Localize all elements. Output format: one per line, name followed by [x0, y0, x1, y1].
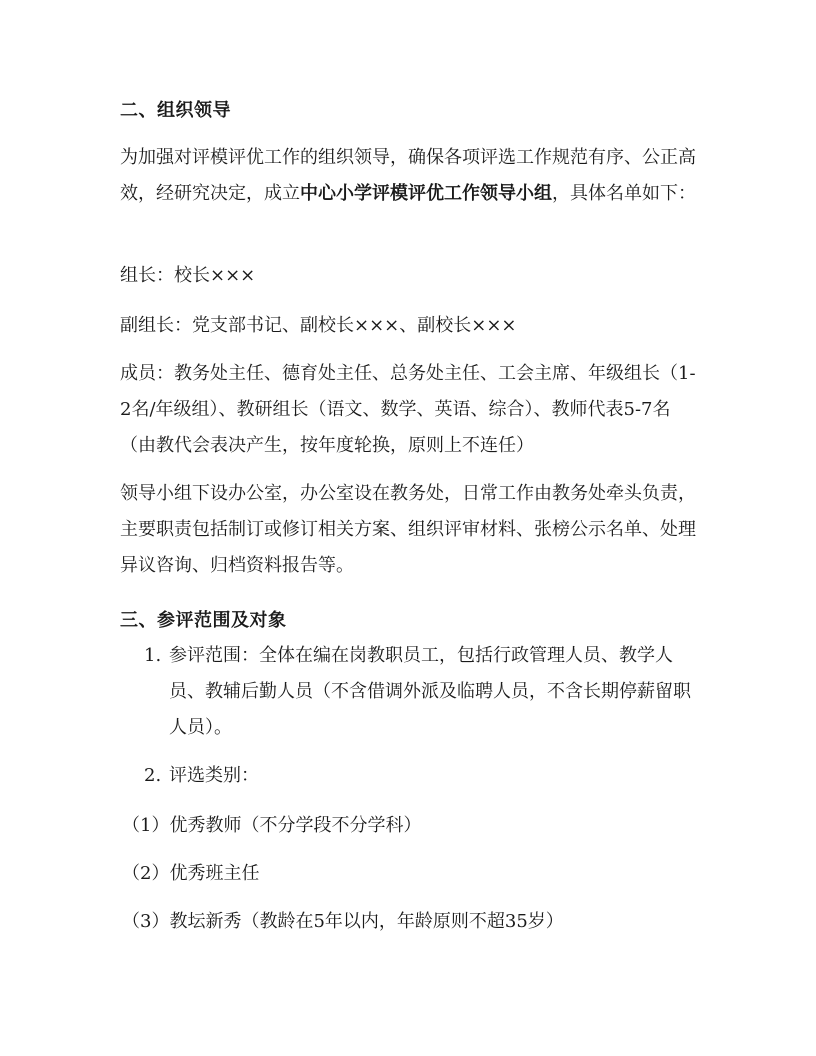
item-number: 2.	[144, 765, 162, 786]
item-number: 1.	[144, 645, 162, 666]
office-paragraph: 领导小组下设办公室，办公室设在教务处，日常工作由教务处牵头负责，主要职责包括制订或修订相关方案、组织评审材料、张榜公示名单、处理异议咨询、归档资料报告等。	[120, 483, 696, 576]
numbered-item-1	[144, 638, 700, 746]
intro-group-name: 中心小学评模评优工作领导小组	[300, 183, 552, 204]
members-paragraph: 成员：教务处主任、德育处主任、总务处主任、工会主席、年级组长（1-2名/年级组）、教研组长（语文、数学、英语、综合）、教师代表5-7名（由教代会表决产生，按年度轮换，原则上不连任）	[120, 363, 696, 456]
item-text: 评选类别：	[169, 765, 259, 786]
category-item-1: （1）优秀教师（不分学段不分学科）	[122, 815, 422, 836]
group-leader-line: 组长：校长×××	[120, 265, 256, 286]
intro-text-start: 为加强对评模评优工作的组织领导，确保各项评选工作规范有序、公正高效，经研究决定，成立	[120, 147, 696, 204]
deputy-leader-line: 副组长：党支部书记、副校长×××、副校长×××	[120, 315, 517, 336]
section-2-intro-paragraph	[120, 140, 700, 212]
category-item-2: （2）优秀班主任	[122, 863, 260, 884]
section-2-heading: 二、组织领导	[120, 100, 231, 121]
category-item-3: （3）教坛新秀（教龄在5年以内，年龄原则不超35岁）	[122, 911, 564, 932]
numbered-item-2	[144, 758, 700, 794]
intro-text-end: ，具体名单如下：	[552, 183, 696, 204]
item-text: 参评范围：全体在编在岗教职员工，包括行政管理人员、教学人员、教辅后勤人员（不含借调外派及临聘人员，不含长期停薪留职人员）。	[169, 645, 691, 738]
section-3-heading: 三、参评范围及对象	[120, 610, 287, 631]
